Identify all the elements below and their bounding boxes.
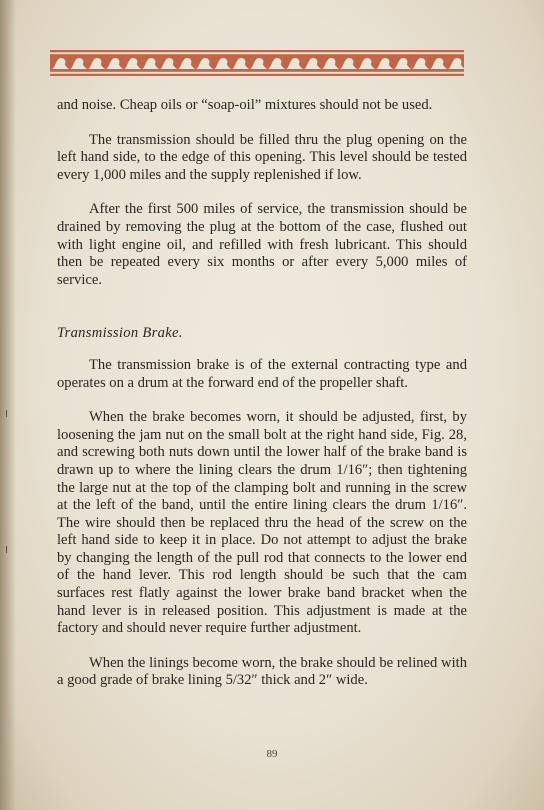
section-heading: Transmission Brake. <box>57 325 183 342</box>
paragraph: and noise. Cheap oils or “soap-oil” mixtures should not be used. <box>57 97 433 113</box>
margin-mark <box>6 410 12 417</box>
paragraph: After the first 500 miles of service, the transmission should be drained by removing the plug at the bottom of the case, flushed out with light engine oil, and refilled with fresh lubricant. This should then be repeated every six months or after every 5,000 miles of service. <box>57 201 467 288</box>
paragraph: The transmission should be filled thru the plug opening on the left hand side, to the edge of this opening. This level should be tested every 1,000 miles and the supply replenished if low. <box>57 131 467 183</box>
page-number: 89 <box>266 748 278 760</box>
ornament-waves <box>52 58 464 69</box>
paragraph: The transmission brake is of the external contracting type and operates on a drum at the forward end of the propeller shaft. <box>57 356 467 391</box>
paragraph: When the linings become worn, the brake should be relined with a good grade of brake lining 5/32″ thick and 2″ wide. <box>57 654 467 689</box>
wave-scroll-border-icon <box>50 50 464 76</box>
paragraph: When the brake becomes worn, it should be adjusted, first, by loosening the jam nut on the small bolt at the right hand side, Fig. 28, and screwing both nuts down until the lower half of the brake band is drawn up to where the lining clears the drum 1/16″; then tightening the large nut at the top of the clamping bolt and running in the screw at the left of the band, until the entire lining clears the drum 1/16″. The wire should then be replaced thru the head of the screw on the left hand side to keep it in place. Do not attempt to adjust the brake by changing the length of the pull rod that connects to the lower end of the hand lever. This rod length should be such that the cam surfaces rest flatly against the lower brake band bracket when the hand lever is in released position. This adjustment is made at the factory and should never require further adjustment. <box>57 409 467 637</box>
body-text <box>57 97 467 690</box>
margin-mark <box>6 546 12 553</box>
